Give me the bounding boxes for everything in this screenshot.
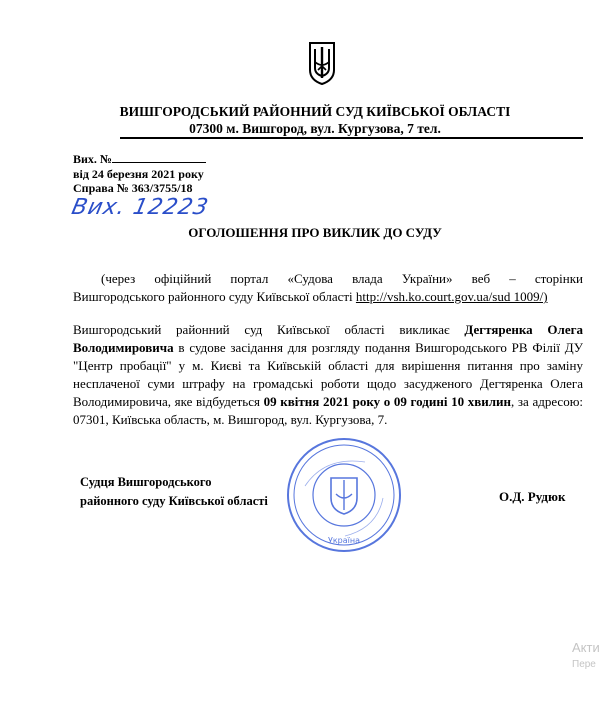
intro-line2-prefix: Вишгородського районного суду Київської області [73, 289, 353, 304]
judge-title-line2: районного суду Київської області [80, 494, 268, 508]
header-divider [120, 137, 583, 139]
judge-title-line1: Судця Вишгородського [80, 475, 212, 489]
summons-text-part1: Вишгородський районний суд Київської області викликає [73, 322, 450, 337]
document-title: ОГОЛОШЕННЯ ПРО ВИКЛИК ДО СУДУ [188, 225, 442, 240]
stamp-text-bottom: Україна [327, 536, 361, 545]
outgoing-number [73, 152, 206, 167]
court-website-link[interactable]: http://vsh.ko.court.gov.ua/sud 1009/) [355, 289, 548, 304]
court-name: ВИШГОРОДСЬКИЙ РАЙОННИЙ СУД КИЇВСЬКОЇ ОБЛАСТІ [119, 104, 511, 119]
court-address: 07300 м. Вишгород, вул. Кургузова, 7 тел. [189, 121, 441, 136]
intro-paragraph [73, 270, 583, 306]
judge-name: О.Д. Рудюк [499, 489, 566, 504]
intro-line2 [73, 288, 583, 306]
summons-text-part3: , за адресою: 07301, Київська область, м. Вишгород, вул. Кургузова, 7. [73, 394, 584, 427]
hearing-datetime: 09 квітня 2021 року о 09 годині 10 хвилин [263, 394, 511, 409]
outgoing-label: Вих. № [73, 152, 112, 166]
intro-line1: (через офіційний портал «Судова влада України» веб – сторінки [101, 271, 583, 286]
court-stamp-seal [285, 436, 403, 554]
letter-date: від 24 березня 2021 року [73, 167, 204, 181]
summons-text-part2: в судове засідання для розгляду подання Вишгородського РВ Філії ДУ "Центр пробації" у м. Києві та Київській області для вирішення питання про заміну несплаченої суми штрафу на громадські роботи щодо засудженого Дегтяренка Олега Володимировича, яке відбудеться [73, 340, 584, 409]
case-number: Справа № 363/3755/18 [73, 181, 193, 195]
summoned-person-name: Дегтяренка Олега Володимировича [73, 322, 583, 355]
handwritten-registration-number: Вих. 12223 [69, 195, 212, 220]
outgoing-number-blank [112, 152, 206, 163]
activation-watermark-line2: Пере [572, 659, 596, 670]
activation-watermark-line1: Акти [572, 640, 600, 655]
judge-title [80, 473, 268, 511]
summons-paragraph [73, 321, 583, 429]
coat-of-arms-icon [307, 40, 337, 86]
